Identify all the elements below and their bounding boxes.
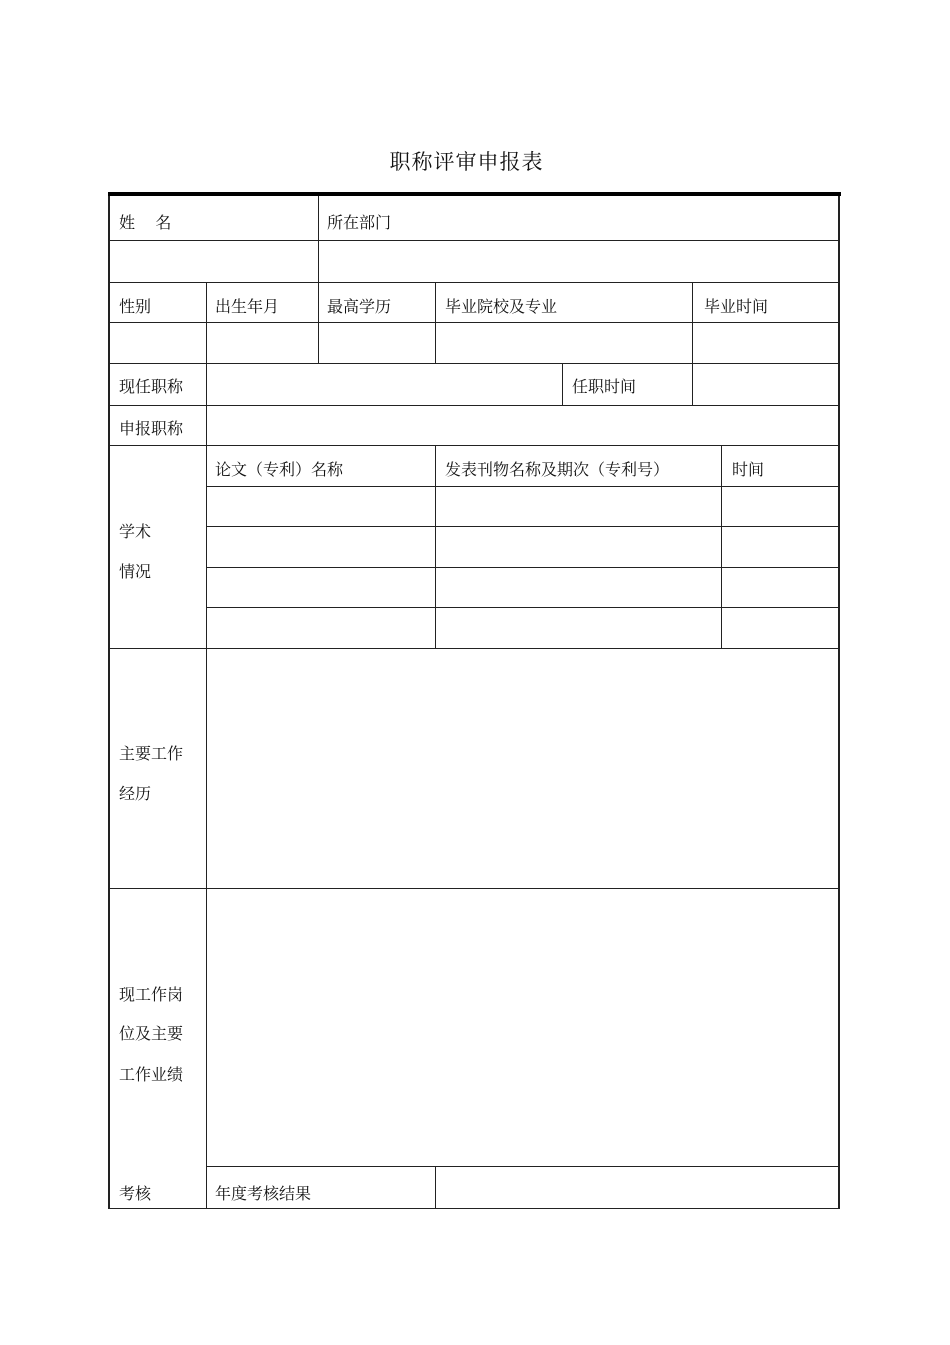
row-line	[206, 526, 840, 527]
apply-title-field[interactable]	[207, 406, 838, 445]
name-label: 姓 名	[119, 213, 172, 232]
birth-date-label: 出生年月	[215, 297, 280, 316]
form-title: 职称评审申报表	[389, 150, 544, 174]
academic-label-line2: 情况	[119, 562, 152, 581]
row-line	[206, 486, 840, 487]
current-title-label: 现任职称	[119, 377, 184, 396]
col-line	[562, 363, 563, 405]
outer-right-border	[838, 196, 840, 1209]
appointment-time-label: 任职时间	[572, 377, 637, 396]
education-label: 最高学历	[327, 297, 392, 316]
education-field[interactable]	[319, 323, 435, 363]
department-field[interactable]	[319, 241, 838, 282]
gender-label: 性别	[119, 297, 152, 316]
outer-bottom-border	[108, 1208, 840, 1209]
journal-header: 发表刊物名称及期次（专利号）	[445, 460, 670, 479]
work-history-label-line1: 主要工作	[119, 744, 184, 763]
assessment-label: 考核	[119, 1184, 152, 1203]
graduation-time-field[interactable]	[693, 323, 838, 363]
row-line	[108, 445, 840, 446]
work-history-field[interactable]	[207, 649, 838, 888]
row-line	[108, 282, 840, 283]
gender-field[interactable]	[110, 323, 206, 363]
school-major-field[interactable]	[436, 323, 692, 363]
name-field[interactable]	[110, 241, 318, 282]
time-header: 时间	[732, 460, 765, 479]
current-post-label-line2: 位及主要	[119, 1024, 184, 1043]
academic-label-line1: 学术	[119, 522, 152, 541]
col-line	[435, 445, 436, 648]
annual-result-label: 年度考核结果	[215, 1184, 312, 1203]
row-line	[206, 567, 840, 568]
birth-date-field[interactable]	[207, 323, 318, 363]
col-line	[721, 445, 722, 648]
current-post-field[interactable]	[207, 889, 838, 1166]
application-form-table	[108, 196, 841, 1210]
appointment-time-field[interactable]	[693, 364, 838, 405]
annual-result-field[interactable]	[436, 1167, 838, 1208]
row-line	[206, 607, 840, 608]
current-post-label-line1: 现工作岗	[119, 985, 184, 1004]
graduation-time-label: 毕业时间	[704, 297, 769, 316]
department-label: 所在部门	[327, 213, 392, 232]
school-major-label: 毕业院校及专业	[445, 297, 558, 316]
apply-title-label: 申报职称	[119, 419, 184, 438]
paper-name-header: 论文（专利）名称	[215, 460, 344, 479]
current-title-field[interactable]	[207, 364, 562, 405]
work-history-label-line2: 经历	[119, 784, 152, 803]
current-post-label-line3: 工作业绩	[119, 1065, 184, 1084]
